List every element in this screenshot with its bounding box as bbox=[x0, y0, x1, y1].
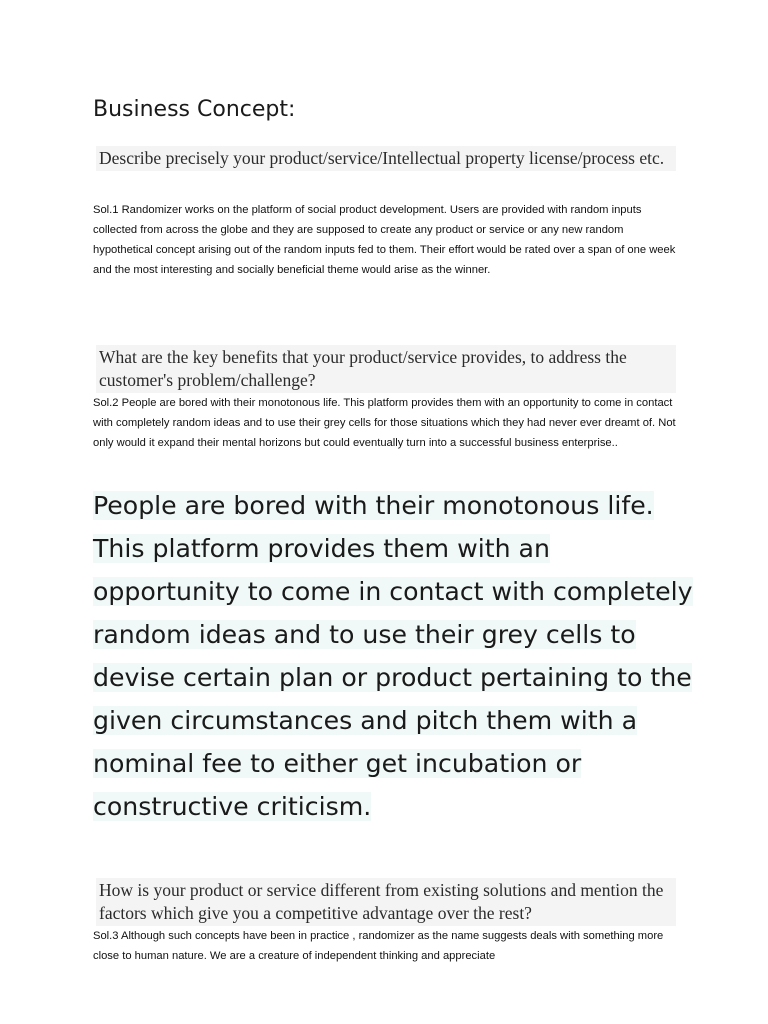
question-3: How is your product or service different from existing solutions and mention the factors which give you a competitive advantage over the rest? bbox=[96, 878, 676, 926]
answer-1: Sol.1 Randomizer works on the platform of social product development. Users are provided with random inputs collected from across the globe and they are supposed to create any product or service or any new random hypothetical concept arising out of the random inputs fed to them. Their effort would be rated over a span of one week and the most interesting and socially beneficial theme would arise as the winner. bbox=[93, 204, 676, 276]
answer-2: Sol.2 People are bored with their monotonous life. This platform provides them with an opportunity to come in contact with completely random ideas and to use their grey cells for those situations which they had never ever dreamt of. Not only would it expand their mental horizons but could eventually turn into a successful business enterprise.. bbox=[93, 397, 676, 449]
question-2: What are the key benefits that your product/service provides, to address the customer's problem/challenge? bbox=[96, 345, 676, 393]
question-1: Describe precisely your product/service/Intellectual property license/process etc. bbox=[96, 146, 676, 171]
answer-3: Sol.3 Although such concepts have been in practice , randomizer as the name suggests deals with something more close to human nature. We are a creature of independent thinking and appreciate bbox=[93, 930, 664, 962]
page-title: Business Concept: bbox=[93, 97, 296, 122]
highlighted-text: People are bored with their monotonous life. This platform provides them with an opportunity to come in contact with completely random ideas and to use their grey cells to devise certain plan or product pertaining to the given circumstances and pitch them with a nominal fee to either get incubation or constructive criticism. bbox=[93, 491, 693, 821]
highlighted-paragraph bbox=[93, 484, 693, 828]
